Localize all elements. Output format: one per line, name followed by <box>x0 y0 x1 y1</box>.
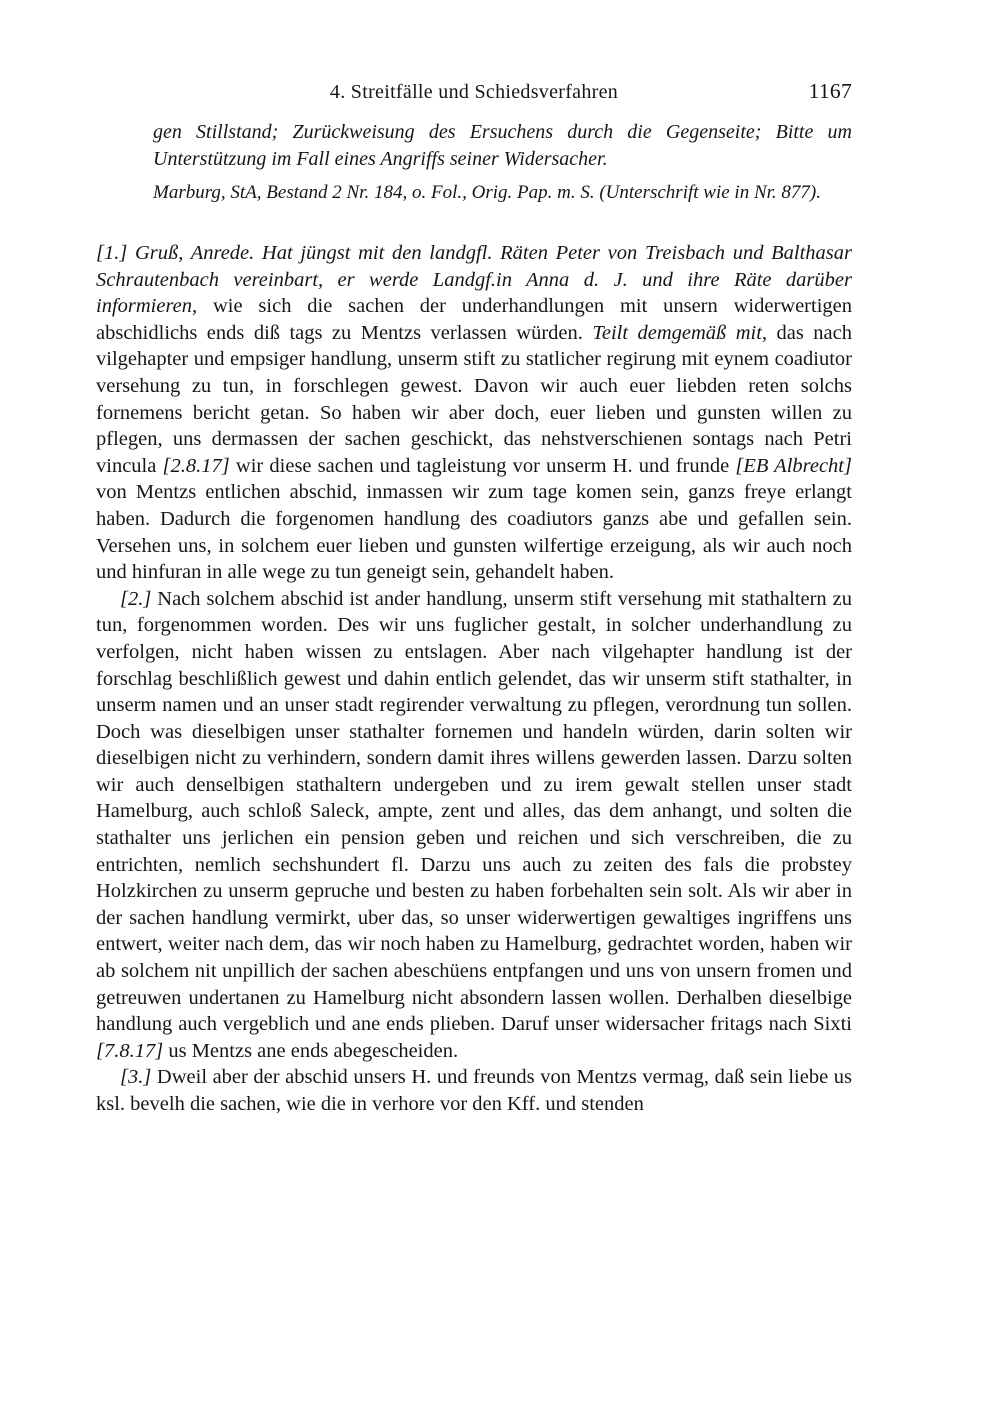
text-run: gen Stillstand; Zurückweisung des Ersuchens durch die Gegenseite; Bitte um Unterstützung im Fall eines Angriffs seiner Widersacher. <box>153 121 852 170</box>
text-run: [2.] <box>120 587 152 610</box>
text-run: das nach vilgehapter und empsiger handlung, unserm stift zu statlicher regirung mit eynem coadiutor versehung zu tun, in forschlegen gewest. Davon wir auch euer liebden reten solchs fornemens bericht getan. So haben wir aber doch, euer lieben und gunsten willen zu pflegen, uns dermassen der sachen geschickt, das nehstverschienen sontags nach Petri vincula <box>96 321 852 477</box>
text-run: von Mentzs entlichen abschid, inmassen wir zum tage komen sein, ganzs freye erlangt haben. Dadurch die forgenomen handlung des coadiutors ganzs abe und gefallen sein. Versehen uns, in solchem euer lieben und gunsten wilfertige erzeigung, als wir auch noch und hinfuran in alle wege zu tun geneigt sein, gehandelt haben. <box>96 481 852 584</box>
running-head <box>96 78 852 106</box>
archival-source <box>153 180 852 206</box>
body-paragraphs <box>96 240 852 1118</box>
page-number: 1167 <box>808 79 852 103</box>
paragraph <box>96 586 852 1065</box>
text-run: us Mentzs ane ends abegescheiden. <box>163 1039 459 1062</box>
text-run: Teilt demgemäß mit, <box>592 321 768 344</box>
text-run: [3.] <box>120 1066 152 1089</box>
text-run: wir diese sachen und tagleistung vor unserm H. und frunde <box>229 454 736 477</box>
regest-summary <box>153 119 852 173</box>
text-run: [1.] Gruß, Anrede. Hat jüngst mit den landgfl. Räten Peter von Treisbach und Balthasar Schrautenbach vereinbart, er werde Landgf.in Anna d. J. und ihre Räte darüber informieren, <box>96 242 852 318</box>
text-run: Marburg, StA, Bestand 2 Nr. 184, o. Fol., Orig. Pap. m. S. (Unterschrift wie in Nr. 877). <box>153 182 821 203</box>
text-run: [2.8.17] <box>162 454 230 477</box>
paragraph <box>96 1064 852 1117</box>
text-run: [EB Albrecht] <box>735 454 852 477</box>
paragraph <box>96 240 852 586</box>
text-run: wie sich die sachen der underhandlungen mit unsern widerwertigen abschidlichs ends diß tags zu Mentzs verlassen würden. <box>96 295 852 344</box>
text-run: Dweil aber der abschid unsers H. und freunds von Mentzs vermag, daß sein liebe us ksl. bevelh die sachen, wie die in verhore vor den Kff. und stenden <box>96 1066 852 1115</box>
text-run: [7.8.17] <box>96 1039 164 1062</box>
section-heading: 4. Streitfälle und Schiedsverfahren <box>329 81 619 103</box>
text-run: Nach solchem abschid ist ander handlung, unserm stift versehung mit stathaltern zu tun, forgenommen worden. Des wir uns fuglicher gestalt, in solcher underhandlung zu verfolgen, nicht haben wissen zu entslagen. Aber nach vilgehapter handlung ist der forschlag beschlißlich gewest und dahin entlich gelendet, das wir unserm stift stathalter, in unserm namen und an unser stadt regirender verwaltung zu pflegen, verordnung tun sollen. Doch was dieselbigen unser stathalter fornemen und handeln würden, darin solten wir dieselbigen nicht zu verhindern, sondern damit ihres willens gewerden lassen. Darzu solten wir auch denselbigen stathaltern undergeben und zu irem gewalt stellen unser stadt Hamelburg, auch schloß Saleck, ampte, zent und alles, das dem anhangt, und solten die stathalter uns jerlichen ein pension geben und reichen und sich verschreiben, die zu entrichten, nemlich sechshundert fl. Darzu uns auch zu zeiten des fals die probstey Holzkirchen zu unserm gepruche und besten zu haben forbehalten sein solt. Als wir aber in der sachen handlung vermirkt, uber das, so unser widerwertigen gewaltiges ingriffens uns entwert, weiter nach dem, das wir noch haben zu Hamelburg, gedrachtet worden, haben wir ab solchem nit unpillich der sachen abeschüens entpfangen und uns von unsern fromen und getreuwen undertanen zu Hamelburg nicht absondern lassen wollen. Derhalben dieselbige handlung auch vergeblich und ane ends plieben. Daruf unser widersacher fritags nach Sixti <box>96 587 852 1036</box>
